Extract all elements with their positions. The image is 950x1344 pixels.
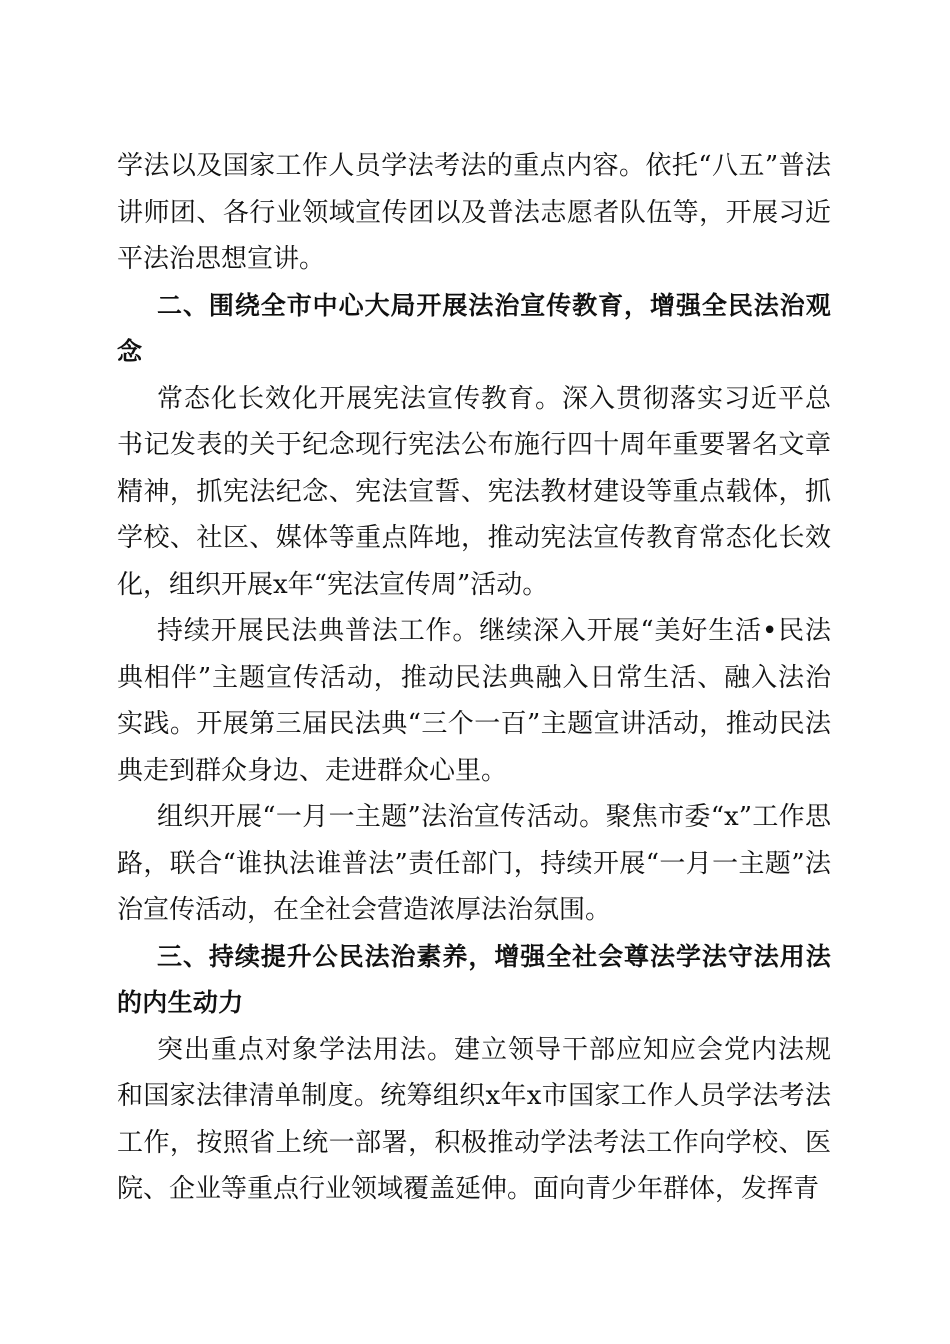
section-heading-2: 二、围绕全市中心大局开展法治宣传教育，增强全民法治观念: [117, 290, 831, 366]
section-heading-3: 三、持续提升公民法治素养，增强全社会尊法学法守法用法的内生动力: [117, 941, 831, 1017]
paragraph-monthly-theme: 组织开展“一月一主题”法治宣传活动。聚焦市委“x”工作思路，联合“谁执法谁普法”责任部门，持续开展“一月一主题”法治宣传活动，在全社会营造浓厚法治氛围。: [117, 802, 831, 925]
paragraph-constitution-education: 常态化长效化开展宪法宣传教育。深入贯彻落实习近平总书记发表的关于纪念现行宪法公布施行四十周年重要署名文章精神，抓宪法纪念、宪法宣誓、宪法教材建设等重点载体，抓学校、社区、媒体等重点阵地，推动宪法宣传教育常态化长效化，组织开展x年“宪法宣传周”活动。: [117, 383, 831, 600]
paragraph-continuation: 学法以及国家工作人员学法考法的重点内容。依托“八五”普法讲师团、各行业领域宣传团以及普法志愿者队伍等，开展习近平法治思想宣讲。: [117, 151, 831, 274]
paragraph-civil-code: 持续开展民法典普法工作。继续深入开展“美好生活•民法典相伴”主题宣传活动，推动民法典融入日常生活、融入法治实践。开展第三届民法典“三个一百”主题宣讲活动，推动民法典走到群众身边、走进群众心里。: [117, 616, 831, 786]
paragraph-key-groups: 突出重点对象学法用法。建立领导干部应知应会党内法规和国家法律清单制度。统筹组织x年x市国家工作人员学法考法工作，按照省上统一部署，积极推动学法考法工作向学校、医院、企业等重点行业领域覆盖延伸。面向青少年群体，发挥青: [117, 1034, 831, 1204]
document-body: [117, 143, 831, 1213]
